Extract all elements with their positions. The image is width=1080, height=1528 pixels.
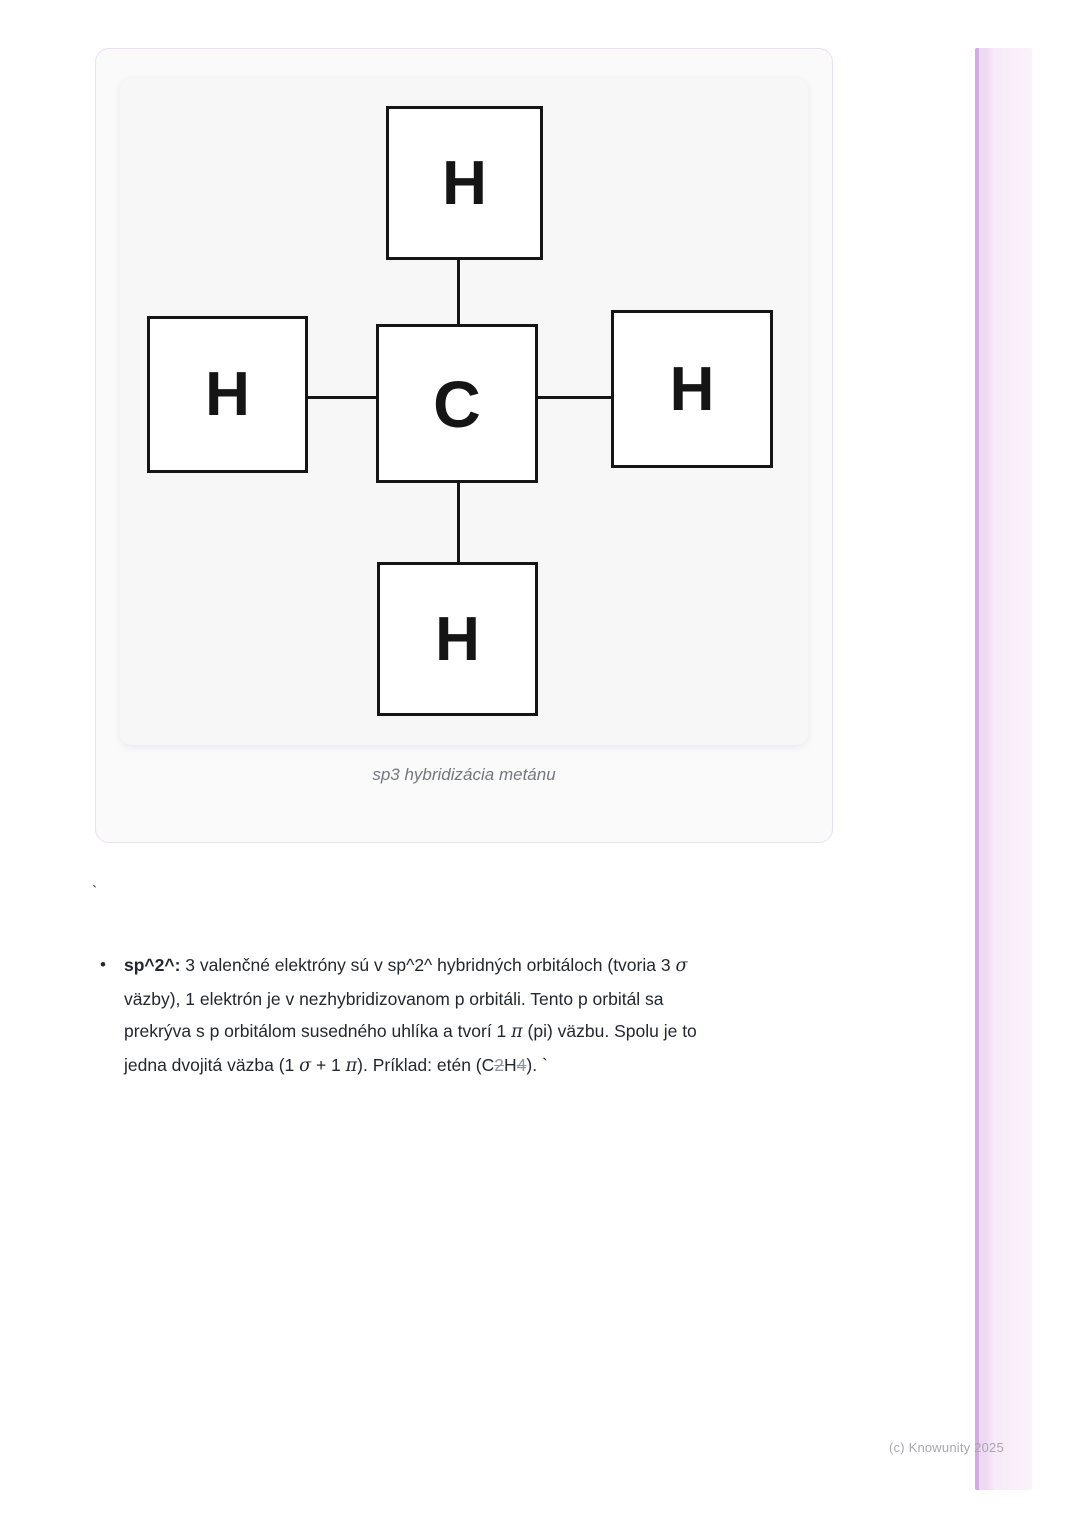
figure-caption: sp3 hybridizácia metánu xyxy=(372,765,556,784)
atom-label-hydrogen: H xyxy=(435,604,480,674)
page-edge-accent-stripe xyxy=(975,48,1032,1490)
text-run: + 1 xyxy=(311,1054,346,1075)
sigma-symbol: σ xyxy=(299,1055,312,1076)
pi-symbol: π xyxy=(345,1055,358,1076)
bullet-term-bold: sp^2^: xyxy=(124,955,181,975)
atom-label-hydrogen: H xyxy=(442,148,487,218)
text-run: 3 valenčné elektróny sú v sp^2^ hybridných orbitáloch (tvoria 3 xyxy=(180,955,676,975)
sigma-symbol: σ xyxy=(675,956,688,976)
atom-label-hydrogen: H xyxy=(205,360,250,429)
struck-digit: 2 xyxy=(494,1054,505,1075)
figure-card xyxy=(95,48,833,843)
atom-label-carbon: C xyxy=(433,366,481,441)
copyright-watermark: (c) Knowunity 2025 xyxy=(889,1440,1004,1455)
text-run: (pi) väzbu. Spolu je to xyxy=(522,1021,697,1041)
bullet-text-line xyxy=(124,1049,697,1083)
bond-line-bottom xyxy=(457,483,460,562)
stray-backtick: ` xyxy=(92,884,98,901)
text-run: H xyxy=(504,1054,517,1075)
bond-line-left xyxy=(308,396,376,399)
bond-line-right xyxy=(538,396,611,399)
bond-line-top xyxy=(457,260,460,324)
bullet-text-line xyxy=(124,983,697,1016)
bullet-text-line xyxy=(124,949,697,983)
bullet-marker: • xyxy=(100,955,106,974)
text-run: jedna dvojitá väzba (1 xyxy=(124,1054,300,1075)
text-run: ). Príklad: etén (C xyxy=(357,1054,495,1075)
bullet-text-line xyxy=(124,1015,697,1049)
text-run: prekrýva s p orbitálom susedného uhlíka a tvorí 1 xyxy=(124,1021,512,1041)
trailing-backtick: ` xyxy=(541,1054,548,1075)
atom-box-carbon-center xyxy=(376,324,538,483)
atom-box-hydrogen-right xyxy=(611,310,773,468)
pi-symbol: π xyxy=(511,1022,523,1042)
atom-box-hydrogen-top xyxy=(386,106,543,260)
methane-diagram-image xyxy=(120,78,808,745)
atom-box-hydrogen-bottom xyxy=(377,562,538,716)
text-run: väzby), 1 elektrón je v nezhybridizovanom p orbitáli. Tento p orbitál sa xyxy=(124,988,664,1009)
atom-box-hydrogen-left xyxy=(147,316,308,473)
struck-digit: 4 xyxy=(516,1054,527,1075)
bullet-item-sp2 xyxy=(100,949,830,1082)
atom-label-hydrogen: H xyxy=(669,354,715,424)
bullet-text xyxy=(124,949,697,1082)
text-run: ). xyxy=(526,1054,542,1075)
